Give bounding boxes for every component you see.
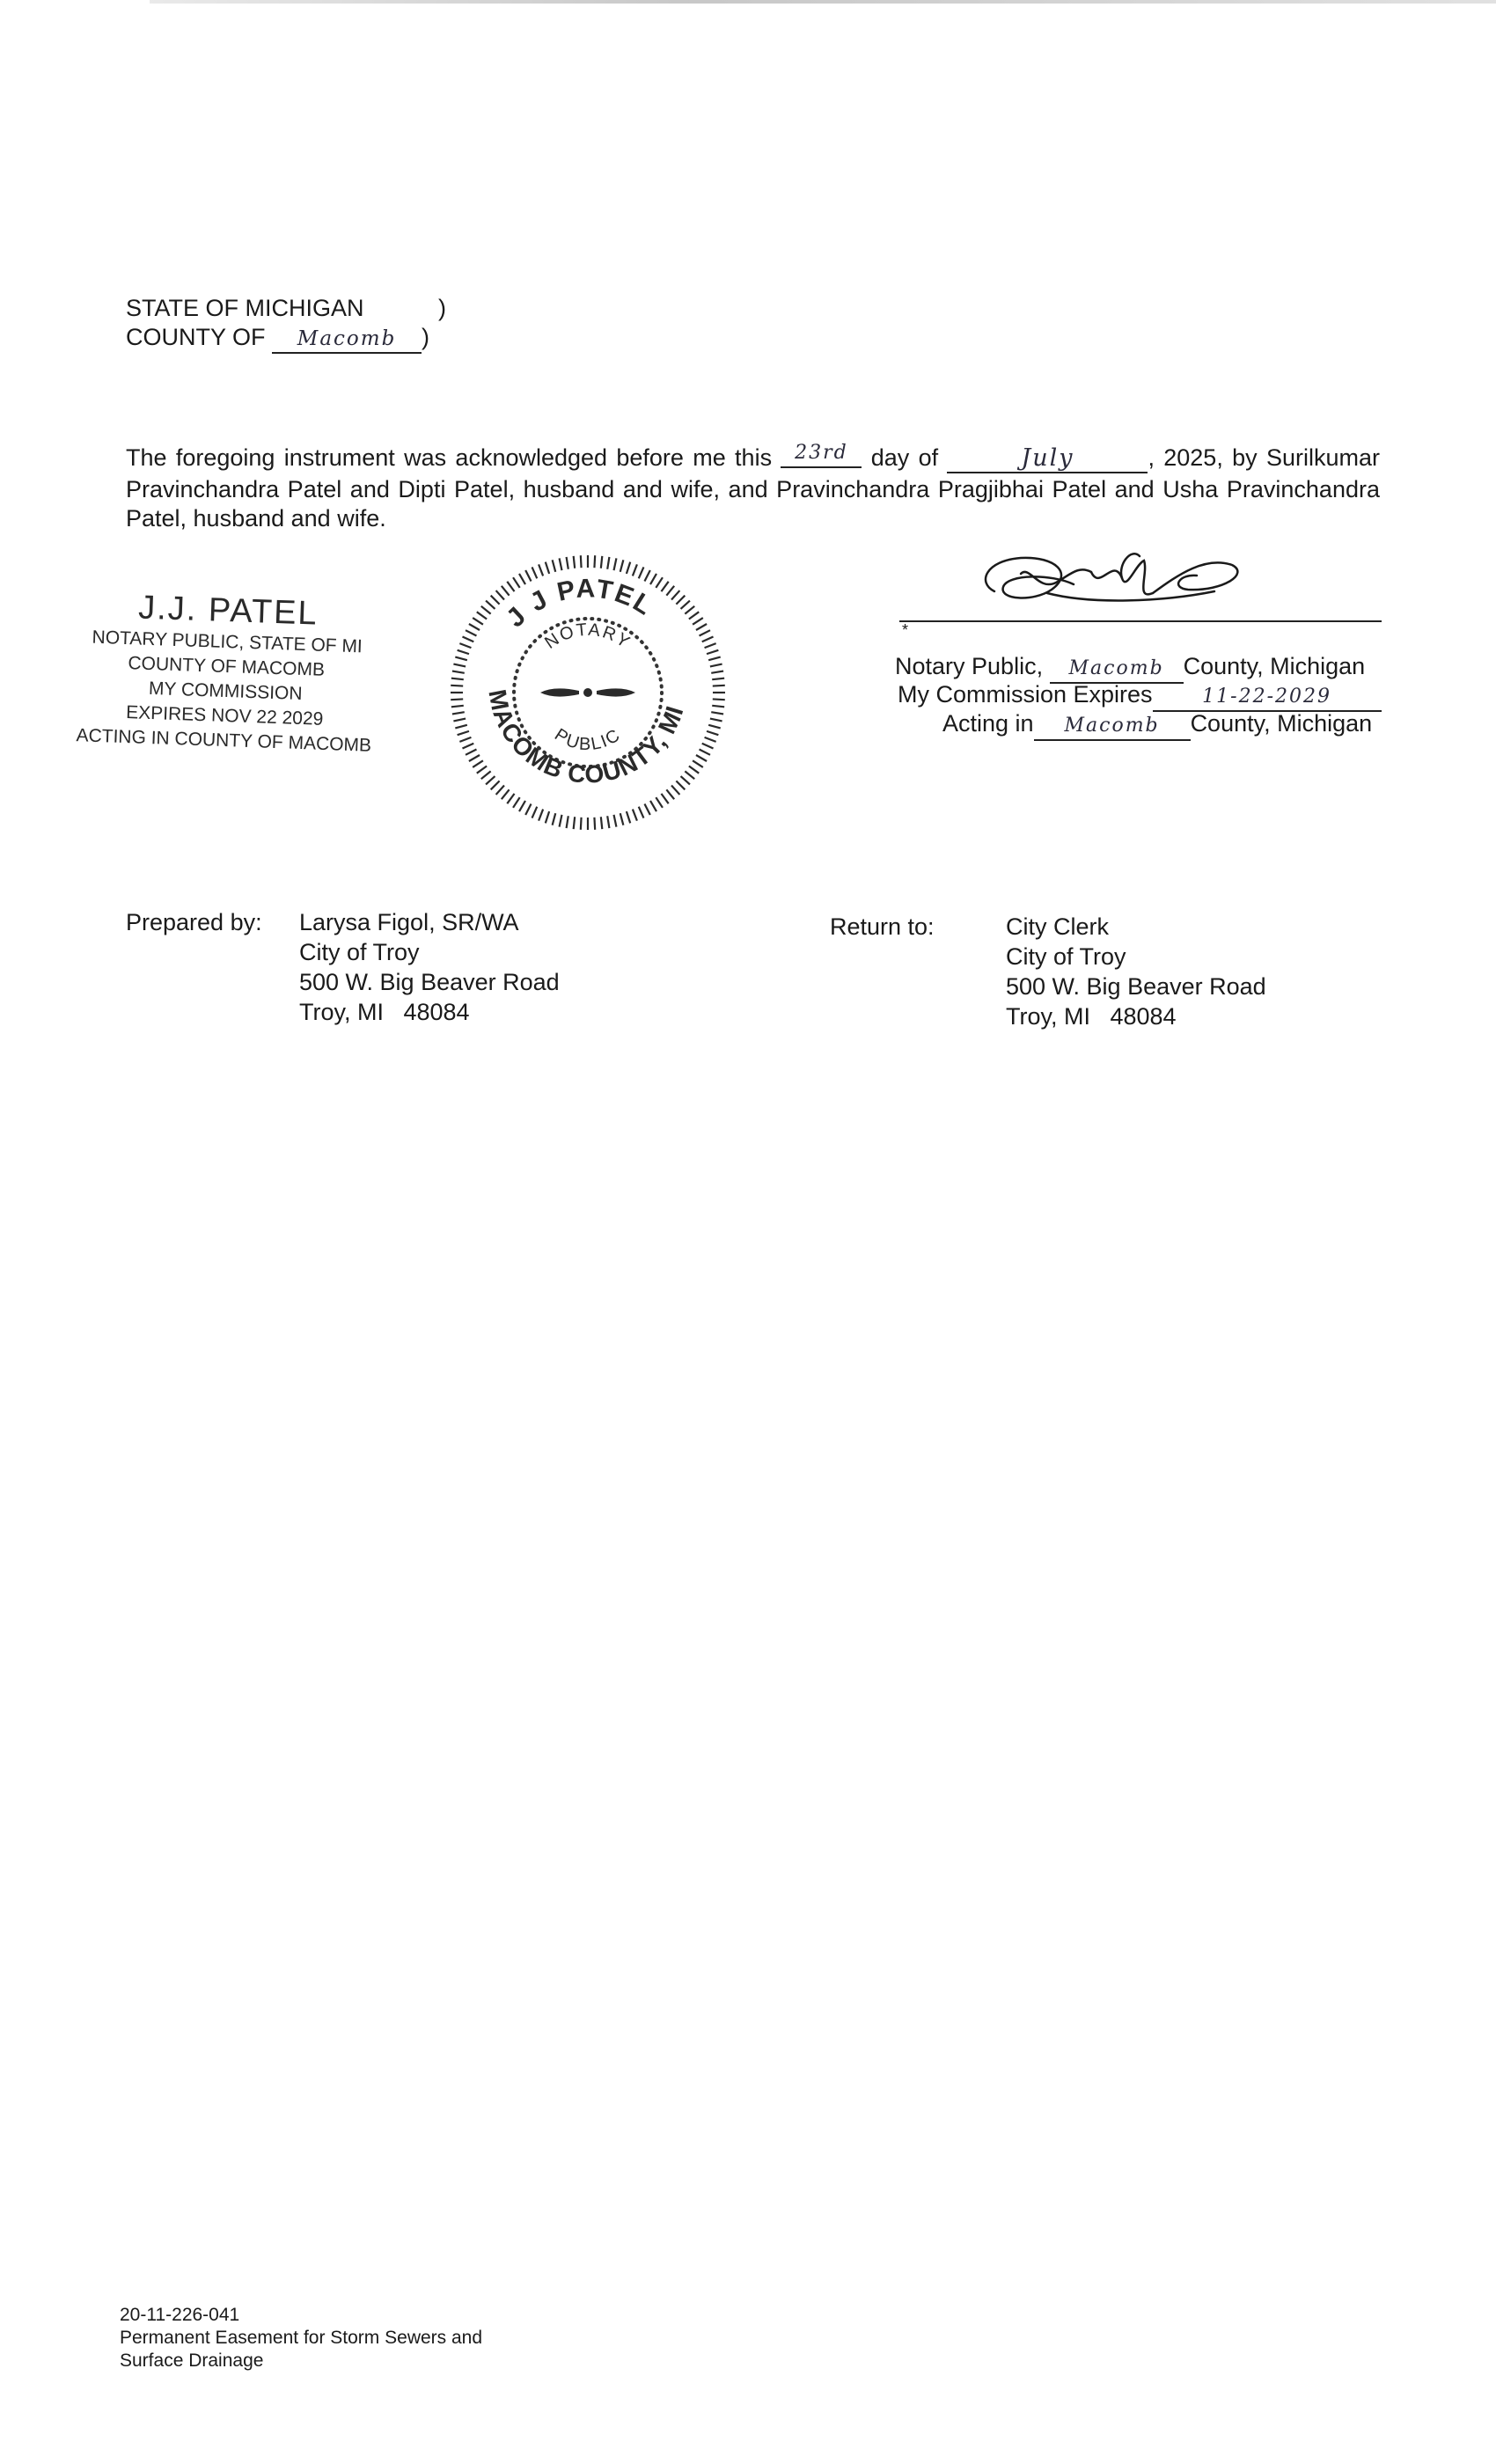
county-paren: ) [422, 324, 430, 350]
seal-tick [681, 601, 690, 609]
seal-tick [689, 612, 699, 619]
seal-tick [507, 582, 514, 591]
seal-tick [560, 815, 562, 827]
prepared-by-line: Troy, MI 48084 [299, 999, 470, 1025]
seal-tick [452, 671, 465, 673]
seal-tick [462, 637, 473, 642]
venue-state [126, 293, 446, 323]
seal-tick [711, 671, 723, 673]
seal-tick [696, 624, 707, 630]
seal-tick [502, 586, 510, 596]
ack-lead: The foregoing instrument was acknowledged before me this [126, 444, 773, 471]
seal-tick [469, 624, 480, 630]
seal-tick [693, 618, 703, 625]
seal-tick [459, 643, 471, 648]
notary-seal [447, 552, 729, 833]
prepared-by-line: 500 W. Big Beaver Road [299, 969, 560, 995]
seal-tick [451, 699, 463, 700]
seal-tick [502, 789, 510, 799]
seal-tick [708, 657, 721, 661]
seal-tick [539, 564, 543, 576]
seal-tick [455, 725, 467, 729]
seal-tick [661, 582, 668, 591]
seal-tick [656, 577, 663, 588]
seal-tick [560, 558, 562, 570]
seal-tick [567, 816, 568, 828]
state-line: STATE OF MICHIGAN [126, 295, 364, 321]
seal-tick [633, 564, 637, 576]
seal-tick [513, 577, 520, 588]
seal-tick [676, 596, 685, 605]
seal-tick [594, 818, 595, 830]
seal-tick [700, 749, 710, 754]
seal-tick [705, 737, 716, 742]
seal-tick [486, 776, 495, 784]
venue-county [126, 322, 429, 354]
seal-tick [486, 601, 495, 609]
seal-tick [620, 560, 624, 572]
seal-tick [481, 606, 491, 614]
notary-rubber-stamp [52, 585, 400, 759]
signature-asterisk: * [902, 621, 909, 639]
seal-tick [607, 816, 609, 828]
seal-tick [627, 811, 630, 823]
ack-rest: , 2025, by Surilkumar Pravinchandra Patel and Dipti Patel, husband and wife, and Pravinchandra Pragjibhai Patel and Usha Pravinchandra Patel, husband and wife. [126, 444, 1380, 532]
seal-tick [539, 810, 543, 821]
seal-tick [705, 643, 716, 648]
county-prefix: COUNTY OF [126, 324, 266, 350]
seal-tick [650, 801, 656, 811]
seal-tick [453, 719, 466, 722]
seal-tick [567, 557, 568, 569]
seal-tick [525, 570, 531, 581]
seal-tick [601, 817, 602, 829]
seal-tick [639, 567, 644, 578]
seal-tick [702, 637, 714, 642]
seal-tick [685, 606, 694, 614]
county-handwritten: Macomb [272, 326, 422, 354]
seal-inner-bottom-text: PUBLIC [551, 724, 625, 755]
seal-tick [581, 555, 582, 568]
acting-in-county-handwritten: Macomb [1034, 713, 1191, 741]
seal-tick [696, 755, 707, 761]
seal-tick [532, 567, 538, 578]
seal-tick [666, 789, 674, 799]
acting-in-suffix: County, Michigan [1190, 710, 1373, 737]
seal-tick [481, 771, 491, 779]
seal-tick [633, 810, 637, 821]
seal-tick [712, 678, 724, 679]
seal-tick [462, 744, 473, 749]
seal-tick [601, 556, 602, 568]
seal-tick [614, 815, 617, 827]
footer-block [120, 2304, 482, 2372]
seal-tick [614, 558, 617, 570]
prepared-by-block [299, 907, 560, 1027]
notary-signature [968, 539, 1258, 627]
seal-tick [519, 574, 525, 584]
return-to-line: City of Troy [1006, 943, 1126, 970]
seal-tick [685, 771, 694, 779]
seal-tick [689, 766, 699, 773]
seal-tick [513, 797, 520, 808]
seal-tick [458, 650, 469, 654]
seal-tick [661, 794, 668, 803]
seal-tick [466, 749, 476, 754]
commission-expires-line [898, 679, 1382, 712]
seal-top-arc-text: J J PATEL [501, 574, 659, 634]
ack-day-handwritten: 23rd [781, 440, 862, 468]
seal-tick [639, 807, 644, 818]
seal-tick [553, 560, 556, 572]
footer-title-line-1: Permanent Easement for Storm Sewers and [120, 2328, 483, 2348]
seal-tick [710, 719, 722, 722]
seal-center-mark [540, 688, 635, 697]
prepared-by-label: Prepared by: [126, 909, 262, 935]
stamp-line-3: MY COMMISSION [148, 678, 303, 705]
seal-tick [650, 574, 656, 584]
signature-line [899, 620, 1382, 622]
seal-tick [627, 562, 630, 574]
seal-tick [525, 804, 531, 815]
scan-edge [150, 0, 1496, 4]
notary-public-prefix: Notary Public, [895, 653, 1044, 679]
seal-tick [681, 776, 690, 784]
stamp-name: J.J. PATEL [137, 589, 319, 633]
notary-public-county-handwritten: Macomb [1050, 656, 1184, 684]
ack-day-of: day of [870, 444, 939, 471]
acknowledgment-paragraph [126, 444, 1380, 533]
seal-tick [707, 731, 718, 735]
notary-seal-svg [447, 552, 729, 833]
seal-tick [519, 801, 525, 811]
seal-tick [507, 794, 514, 803]
seal-tick [496, 590, 504, 599]
seal-tick [473, 618, 483, 625]
acting-in-prefix: Acting in [942, 710, 1034, 737]
seal-tick [693, 760, 703, 767]
seal-tick [607, 557, 609, 569]
prepared-by-line: Larysa Figol, SR/WA [299, 909, 519, 935]
seal-tick [546, 811, 549, 823]
seal-tick [666, 586, 674, 596]
seal-tick [713, 699, 725, 700]
seal-tick [459, 737, 471, 742]
seal-tick [466, 630, 476, 635]
seal-tick [469, 755, 480, 761]
return-to-line: 500 W. Big Beaver Road [1006, 973, 1266, 1000]
seal-tick [707, 650, 718, 654]
return-to-label: Return to: [830, 913, 935, 940]
return-to-line: City Clerk [1006, 913, 1110, 940]
seal-tick [700, 630, 710, 635]
seal-tick [546, 562, 549, 574]
seal-tick [458, 731, 469, 735]
seal-tick [671, 786, 679, 795]
seal-tick [581, 818, 582, 830]
stamp-line-5: ACTING IN COUNTY OF MACOMB [76, 725, 372, 756]
ack-month-handwritten: July [947, 445, 1148, 473]
seal-tick [702, 744, 714, 749]
acting-in-line [942, 708, 1372, 741]
seal-tick [712, 706, 724, 707]
notary-public-suffix: County, Michigan [1183, 653, 1366, 679]
seal-tick [491, 781, 500, 789]
seal-tick [473, 760, 483, 767]
prepared-by-line: City of Troy [299, 939, 420, 965]
seal-tick [594, 555, 595, 568]
seal-tick [477, 766, 487, 773]
seal-tick [708, 725, 721, 729]
footer-parcel-number: 20-11-226-041 [120, 2305, 240, 2325]
seal-tick [656, 797, 663, 808]
seal-tick [455, 657, 467, 661]
seal-tick [451, 706, 464, 707]
seal-bottom-arc-text: MACOMB COUNTY, MI [483, 687, 689, 788]
commission-expires-handwritten: 11-22-2029 [1153, 684, 1382, 712]
seal-tick [452, 712, 465, 714]
seal-tick [644, 804, 649, 815]
stamp-line-4: EXPIRES NOV 22 2029 [125, 702, 324, 730]
seal-tick [710, 664, 722, 667]
seal-tick [451, 678, 464, 679]
seal-tick [553, 813, 556, 825]
seal-tick [574, 817, 575, 829]
signature-svg [968, 539, 1258, 627]
seal-tick [491, 596, 500, 605]
seal-tick [671, 590, 679, 599]
seal-tick [532, 807, 538, 818]
seal-tick [453, 664, 466, 667]
seal-tick [711, 712, 723, 714]
seal-inner-top-text: NOTARY [541, 620, 634, 653]
stamp-line-1: NOTARY PUBLIC, STATE OF MI [92, 627, 363, 657]
stamp-line-2: COUNTY OF MACOMB [128, 653, 326, 680]
seal-tick [496, 786, 504, 795]
return-to-line: Troy, MI 48084 [1006, 1003, 1177, 1030]
seal-tick [574, 556, 575, 568]
seal-tick [477, 612, 487, 619]
footer-title-line-2: Surface Drainage [120, 2350, 264, 2371]
state-paren: ) [438, 295, 446, 321]
commission-expires-prefix: My Commission Expires [898, 681, 1153, 708]
seal-tick [620, 813, 624, 825]
seal-tick [644, 570, 649, 581]
return-to-block [1006, 912, 1266, 1031]
seal-tick [676, 781, 685, 789]
